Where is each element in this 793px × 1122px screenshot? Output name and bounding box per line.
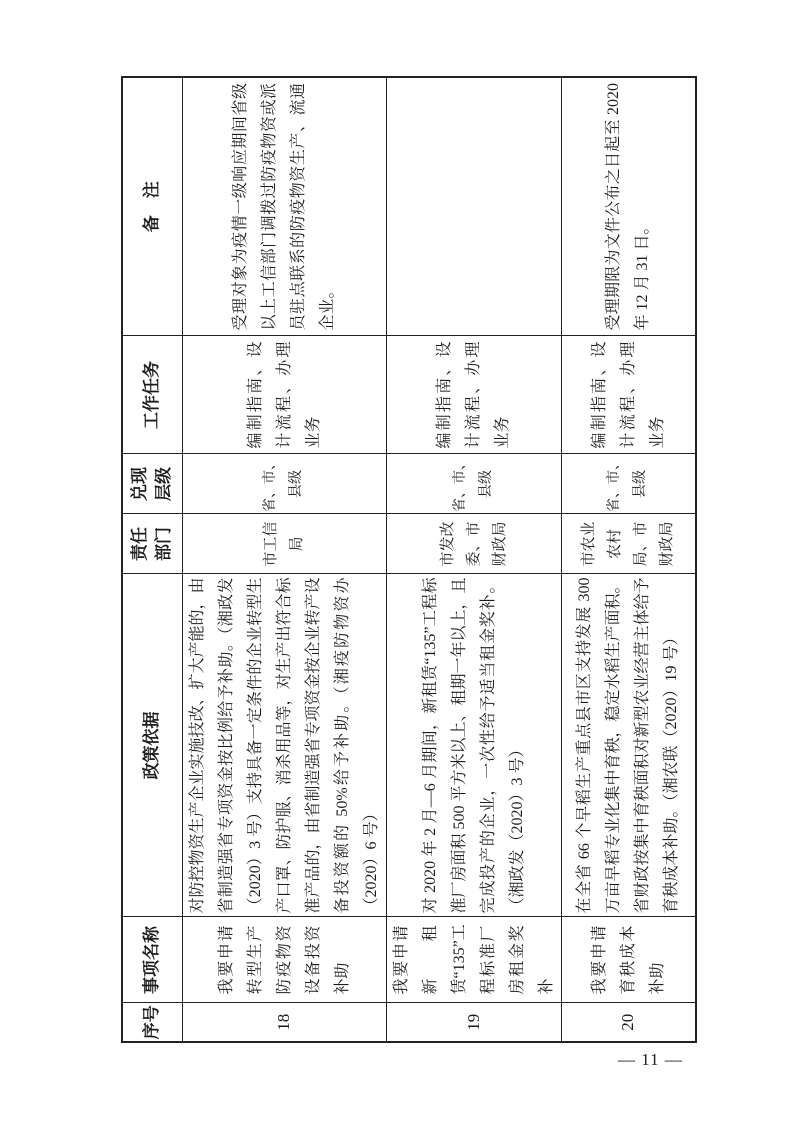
table-header-row	[122, 77, 182, 1042]
page-number: — 11 —	[618, 1050, 683, 1069]
header-remark: 备 注	[122, 77, 182, 336]
cell-department-19: 市发改委、市财政局	[386, 514, 561, 574]
header-work-task: 工作任务	[122, 336, 182, 454]
cell-seq-18: 18	[182, 1003, 386, 1042]
cell-department-18: 市工信局	[182, 514, 386, 574]
cell-level-19: 省、市、县级	[386, 454, 561, 514]
cell-policy-19: 对 2020 年 2 月—6 月期间，新租赁“135”工程标准厂房面积 500 平方米以上、租期一年以上，且完成投产的企业，一次性给予适当租金奖补。（湘政发（2020）3 号）	[386, 574, 561, 917]
header-level: 兑现层级	[122, 454, 182, 514]
cell-item-name-18: 我要申请转型生产防疫物资设备投资补助	[182, 917, 386, 1003]
cell-policy-18: 对防控物资生产企业实施技改、扩大产能的，由省制造强省专项资金按比例给予补助。（湘政发（2020）3 号）支持具备一定条件的企业转型生产口罩、防护服、消杀用品等，对生产出符合标准产品的，由省制造强省专项资金按企业转产设备投资额的 50%给予补助。（湘疫防物资办（2020）6 号）	[182, 574, 386, 917]
cell-level-20: 省、市、县级	[561, 454, 696, 514]
cell-remark-18: 受理对象为疫情一级响应期间省级以上工信部门调拨过防疫物资或派员驻点联系的防疫物资生产、流通企业。	[182, 77, 386, 336]
cell-department-20: 市农业农村局、市财政局	[561, 514, 696, 574]
cell-task-20: 编制指南、设计流程、办理业务	[561, 336, 696, 454]
cell-item-name-19: 我要申请新租赁“135”工程标准厂房租金奖补	[386, 917, 561, 1003]
cell-task-18: 编制指南、设计流程、办理业务	[182, 336, 386, 454]
header-seq: 序号	[122, 1003, 182, 1042]
table-row-20	[561, 77, 696, 1042]
cell-item-name-20: 我要申请育秧成本补助	[561, 917, 696, 1003]
cell-seq-19: 19	[386, 1003, 561, 1042]
cell-policy-20: 在全省 66 个早稻生产重点县市区支持发展 300 万亩早稻专业化集中育秧，稳定水稻生产面积。省财政按集中育秧面积对新型农业经营主体给予育秧成本补助。（湘农联（2020）19 号）	[561, 574, 696, 917]
table-row-18	[182, 77, 386, 1042]
cell-level-18: 省、市、县级	[182, 454, 386, 514]
policy-items-table	[121, 76, 697, 1043]
rotated-policy-table	[121, 78, 681, 1043]
cell-task-19: 编制指南、设计流程、办理业务	[386, 336, 561, 454]
header-item-name: 事项名称	[122, 917, 182, 1003]
cell-remark-20: 受理期限为文件公布之日起至 2020 年 12 月 31 日。	[561, 77, 696, 336]
header-policy-basis: 政策依据	[122, 574, 182, 917]
cell-remark-19	[386, 77, 561, 336]
header-department: 责任部门	[122, 514, 182, 574]
cell-seq-20: 20	[561, 1003, 696, 1042]
table-row-19	[386, 77, 561, 1042]
